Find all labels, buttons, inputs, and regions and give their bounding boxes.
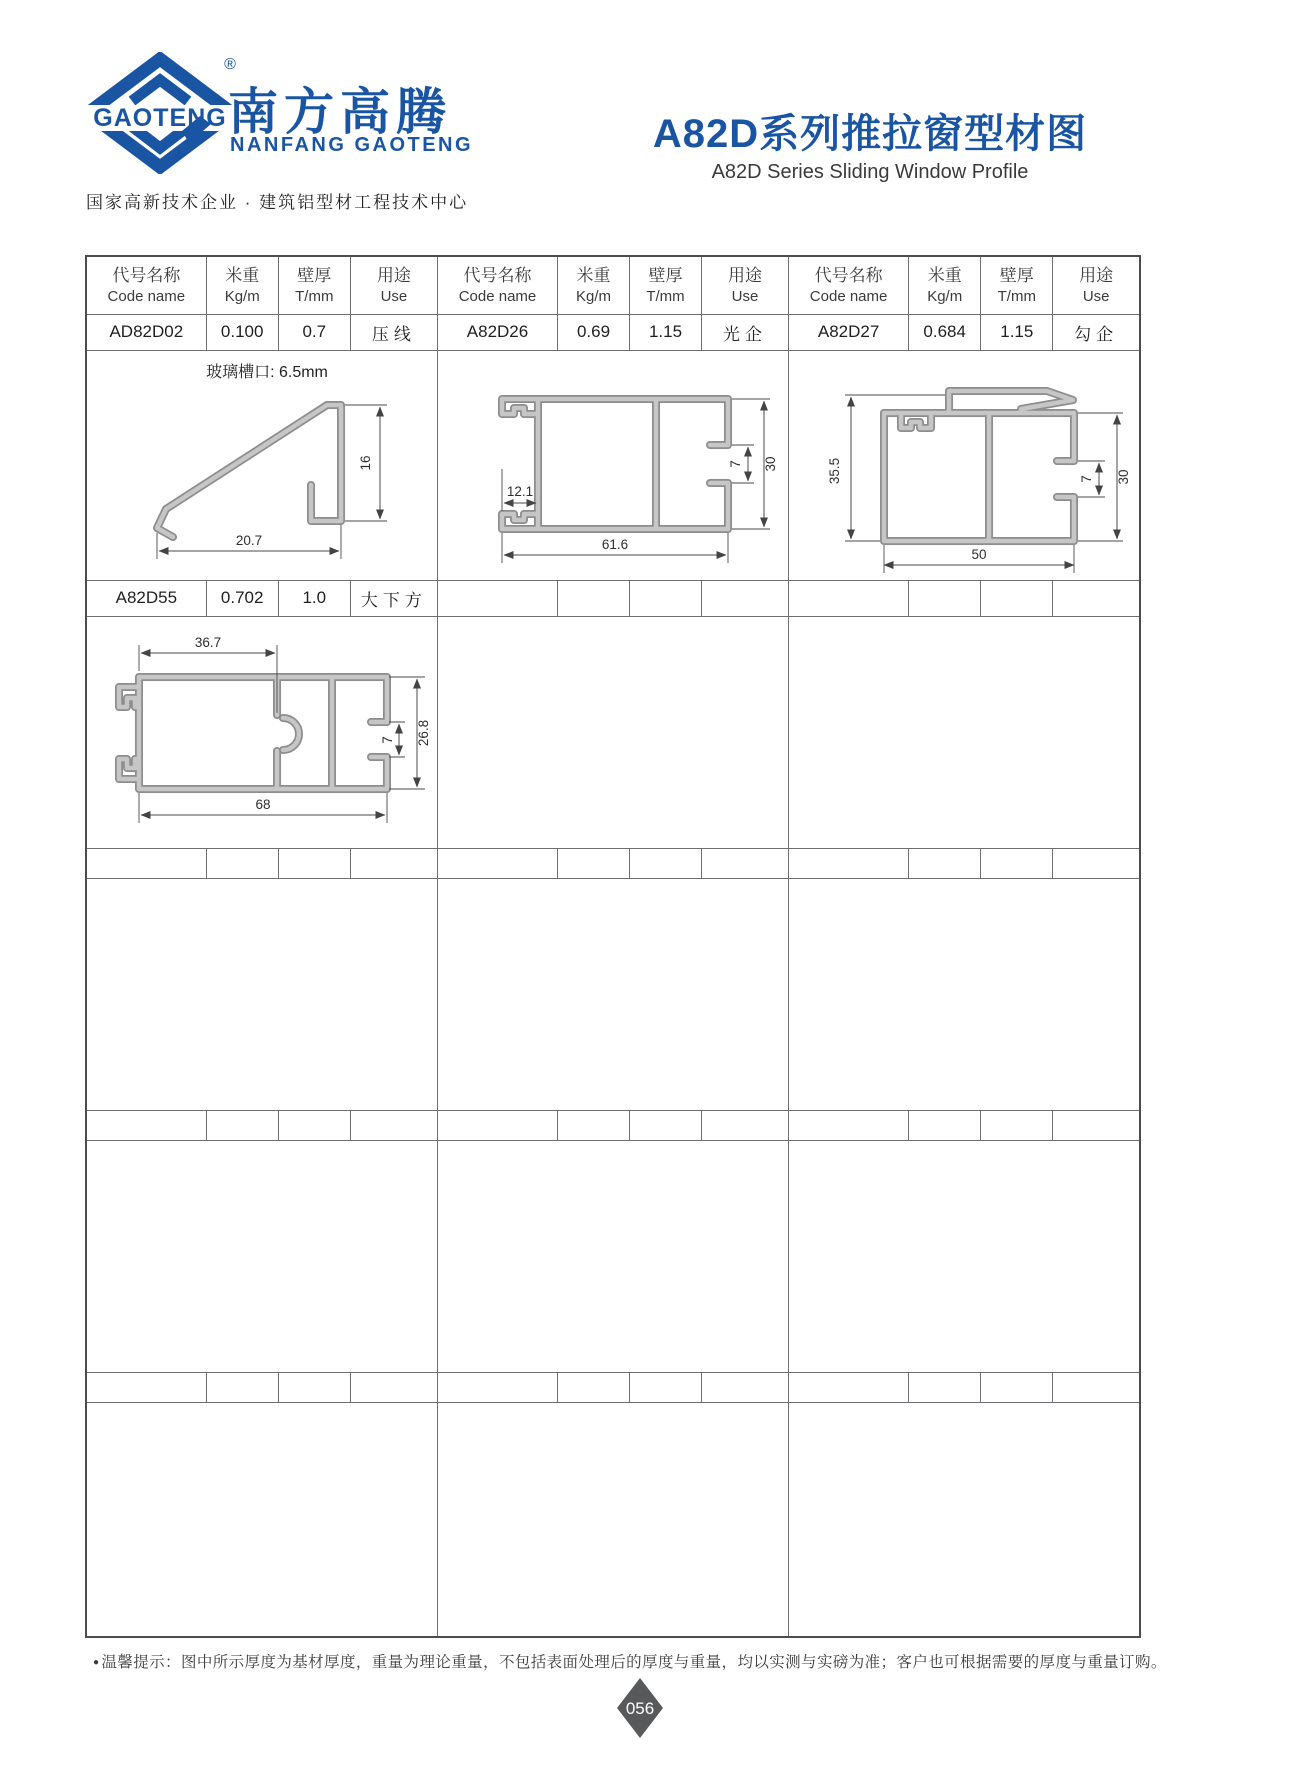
dim-label: 36.7	[194, 634, 222, 650]
col-header-use: 用途 Use	[702, 256, 789, 314]
col-header-code-name: 代号名称 Code name	[86, 256, 206, 314]
cell-use: 压线	[350, 314, 437, 350]
page-subtitle: A82D Series Sliding Window Profile	[711, 161, 1029, 183]
empty-cell	[558, 1372, 630, 1402]
col-header-use: 用途 Use	[350, 256, 437, 314]
empty-cell	[558, 848, 630, 878]
dim-label: 68	[255, 796, 271, 812]
empty-cell	[630, 1372, 702, 1402]
cell-code: A82D55	[86, 580, 206, 616]
footer-note	[93, 1650, 1243, 1672]
empty-cell	[206, 1110, 278, 1140]
col-header-kgm: 米重 Kg/m	[206, 256, 278, 314]
empty-cell	[702, 1110, 789, 1140]
brand-name-en: NANFANG GAOTENG	[230, 134, 474, 156]
cell-use: 大下方	[350, 580, 437, 616]
empty-data-row	[86, 848, 1140, 878]
brand-name-cn: 南方高腾	[228, 84, 452, 140]
cell-kgm: 0.100	[206, 314, 278, 350]
drawing-cell-a82d26	[438, 350, 789, 580]
empty-cell	[438, 1372, 558, 1402]
dim-label: 12.1	[506, 483, 534, 499]
empty-cell	[278, 1110, 350, 1140]
empty-cell	[438, 1110, 558, 1140]
empty-cell	[981, 580, 1053, 616]
col-header-tmm: 壁厚 T/mm	[981, 256, 1053, 314]
empty-cell	[86, 848, 206, 878]
bullet-icon: ●	[93, 1657, 100, 1668]
cell-use: 勾企	[1053, 314, 1140, 350]
empty-cell	[789, 1110, 909, 1140]
empty-cell	[558, 580, 630, 616]
cell-code: A82D27	[789, 314, 909, 350]
cell-tmm: 1.15	[981, 314, 1053, 350]
registered-mark: ®	[224, 56, 236, 73]
empty-cell	[981, 848, 1053, 878]
dim-label: 7	[728, 459, 743, 468]
profile-table	[85, 255, 1141, 1638]
profile-drawing-a82d55	[87, 617, 437, 843]
empty-cell	[909, 580, 981, 616]
empty-cell	[206, 1372, 278, 1402]
col-header-use: 用途 Use	[1053, 256, 1140, 314]
empty-drawing-cell	[789, 878, 1141, 1110]
col-header-code-name: 代号名称 Code name	[789, 256, 909, 314]
empty-cell	[438, 848, 558, 878]
col-header-code-name: 代号名称 Code name	[438, 256, 558, 314]
empty-drawing-cell	[438, 1140, 789, 1372]
empty-drawing-row	[86, 1140, 1140, 1372]
empty-drawing-cell	[789, 616, 1141, 848]
empty-cell	[909, 1110, 981, 1140]
drawing-cell-a82d55	[86, 616, 438, 848]
dim-label: 20.7	[235, 532, 263, 548]
drawing-cell-a82d27	[789, 350, 1141, 580]
drawing-row-1	[86, 350, 1140, 580]
cell-code: A82D26	[438, 314, 558, 350]
logo-wordmark: GAOTENG	[93, 104, 227, 132]
logo-inner-chevron-top	[132, 80, 188, 101]
empty-cell	[1053, 1372, 1140, 1402]
page-title: A82D系列推拉窗型材图	[652, 112, 1088, 156]
col-header-kgm: 米重 Kg/m	[909, 256, 981, 314]
dim-label: 30	[763, 455, 778, 472]
empty-cell	[981, 1372, 1053, 1402]
empty-data-row	[86, 1372, 1140, 1402]
page-title-block	[630, 112, 1110, 184]
empty-cell	[1053, 1110, 1140, 1140]
empty-cell	[350, 848, 437, 878]
profile-drawing-ad82d02	[87, 351, 437, 575]
data-row-2	[86, 580, 1140, 616]
brand-tagline: 国家高新技术企业 · 建筑铝型材工程技术中心	[86, 193, 469, 212]
profile-drawing-a82d27	[789, 351, 1139, 575]
dim-label: 61.6	[601, 536, 629, 552]
col-header-tmm: 壁厚 T/mm	[278, 256, 350, 314]
dim-label: 35.5	[827, 457, 842, 484]
dim-label: 26.8	[416, 719, 431, 746]
empty-drawing-cell	[86, 878, 438, 1110]
empty-cell	[909, 1372, 981, 1402]
dim-label: 7	[1079, 474, 1094, 483]
glass-slot-note: 玻璃槽口: 6.5mm	[206, 363, 328, 381]
empty-cell	[206, 848, 278, 878]
empty-cell	[702, 580, 789, 616]
empty-cell	[350, 1110, 437, 1140]
empty-cell	[278, 848, 350, 878]
dim-label: 30	[1116, 468, 1131, 485]
empty-drawing-cell	[86, 1140, 438, 1372]
empty-cell	[438, 580, 558, 616]
header-row	[86, 256, 1140, 314]
col-header-tmm: 壁厚 T/mm	[630, 256, 702, 314]
empty-cell	[86, 1110, 206, 1140]
empty-cell	[981, 1110, 1053, 1140]
empty-drawing-row	[86, 1402, 1140, 1637]
empty-cell	[630, 848, 702, 878]
empty-data-row	[86, 1110, 1140, 1140]
cell-tmm: 1.0	[278, 580, 350, 616]
footer-note-text: 温馨提示：图中所示厚度为基材厚度，重量为理论重量，不包括表面处理后的厚度与重量，均以实测与实磅为准；客户也可根据需要的厚度与重量订购。	[101, 1654, 1167, 1671]
empty-cell	[789, 848, 909, 878]
empty-cell	[350, 1372, 437, 1402]
page-number: 056	[625, 1699, 655, 1718]
empty-cell	[86, 1372, 206, 1402]
cell-use: 光企	[702, 314, 789, 350]
profile-drawing-a82d26	[438, 351, 788, 575]
empty-cell	[1053, 580, 1140, 616]
empty-drawing-cell	[789, 1402, 1141, 1637]
empty-drawing-cell	[86, 1402, 438, 1637]
empty-cell	[702, 848, 789, 878]
page-number-badge	[617, 1678, 663, 1738]
empty-drawing-cell	[438, 616, 789, 848]
empty-cell	[789, 580, 909, 616]
empty-drawing-cell	[438, 1402, 789, 1637]
data-row-1	[86, 314, 1140, 350]
empty-drawing-cell	[789, 1140, 1141, 1372]
drawing-row-2	[86, 616, 1140, 848]
empty-cell	[789, 1372, 909, 1402]
empty-cell	[702, 1372, 789, 1402]
cell-kgm: 0.69	[558, 314, 630, 350]
cell-kgm: 0.684	[909, 314, 981, 350]
cell-code: AD82D02	[86, 314, 206, 350]
cell-tmm: 1.15	[630, 314, 702, 350]
empty-drawing-cell	[438, 878, 789, 1110]
dim-label: 50	[971, 546, 987, 562]
empty-cell	[278, 1372, 350, 1402]
empty-cell	[1053, 848, 1140, 878]
dim-label: 16	[358, 454, 373, 471]
dim-label: 7	[380, 735, 395, 744]
empty-cell	[630, 580, 702, 616]
empty-cell	[630, 1110, 702, 1140]
empty-cell	[909, 848, 981, 878]
col-header-kgm: 米重 Kg/m	[558, 256, 630, 314]
drawing-cell-ad82d02	[86, 350, 438, 580]
gaoteng-logo	[82, 52, 242, 174]
cell-kgm: 0.702	[206, 580, 278, 616]
empty-cell	[558, 1110, 630, 1140]
empty-drawing-row	[86, 878, 1140, 1110]
cell-tmm: 0.7	[278, 314, 350, 350]
